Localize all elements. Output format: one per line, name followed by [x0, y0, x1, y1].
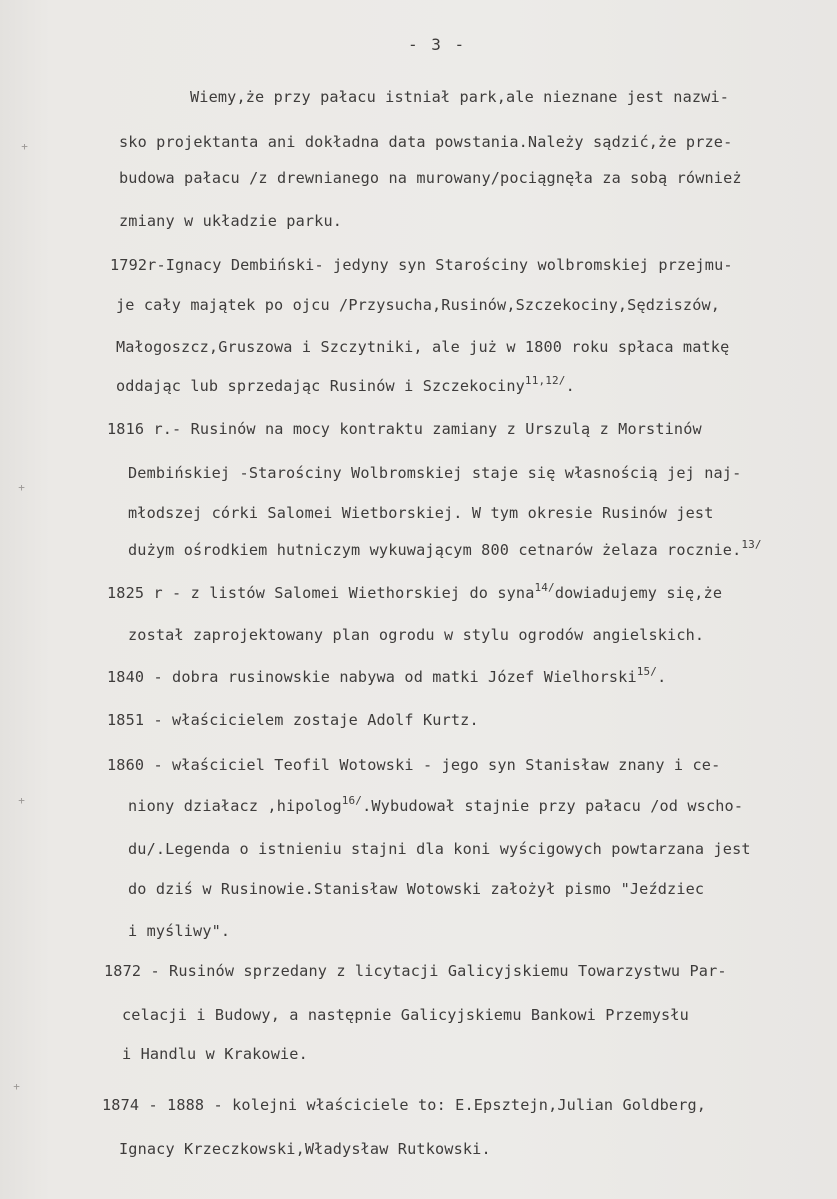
text-line-main: niony działacz ,hipolog: [128, 797, 342, 815]
text-line: młodszej córki Salomei Wietborskiej. W tym okresie Rusinów jest: [128, 504, 714, 522]
text-line: 1860 - właściciel Teofil Wotowski - jego syn Stanisław znany i ce-: [107, 756, 721, 774]
footnote-ref: 15/: [636, 665, 658, 678]
text-line: [107, 581, 723, 602]
text-line: [107, 665, 667, 686]
text-line: sko projektanta ani dokładna data powstania.Należy sądzić,że prze-: [119, 133, 733, 151]
text-line: [128, 794, 744, 815]
text-line: je cały majątek po ojcu /Przysucha,Rusinów,Szczekociny,Sędziszów,: [116, 296, 721, 314]
text-line: celacji i Budowy, a następnie Galicyjskiemu Bankowi Przemysłu: [122, 1006, 689, 1024]
text-line: 1792r-Ignacy Dembiński- jedyny syn Starościny wolbromskiej przejmu-: [110, 256, 733, 274]
text-line: 1816 r.- Rusinów na mocy kontraktu zamiany z Urszulą z Morstinów: [107, 420, 702, 438]
page-number: - 3 -: [408, 35, 467, 54]
text-line-main: oddając lub sprzedając Rusinów i Szczekociny: [116, 377, 525, 395]
footnote-ref: 14/: [534, 581, 555, 594]
text-line: [128, 538, 762, 559]
punch-hole-mark: +: [13, 1080, 20, 1093]
text-line: i myśliwy".: [128, 922, 231, 940]
text-line: został zaprojektowany plan ogrodu w stylu ogrodów angielskich.: [128, 626, 705, 644]
text-line-cont: dowiadujemy się,że: [554, 584, 723, 602]
text-line: budowa pałacu /z drewnianego na murowany/pociągnęła za sobą również: [119, 169, 742, 187]
footnote-tail: .: [565, 377, 575, 395]
footnote-tail: .: [657, 668, 667, 686]
text-line: do dziś w Rusinowie.Stanisław Wotowski założył pismo "Jeździec: [128, 880, 705, 898]
text-line-main: 1840 - dobra rusinowskie nabywa od matki Józef Wielhorski: [107, 668, 637, 686]
footnote-ref: 11,12/: [524, 374, 566, 387]
text-line: du/.Legenda o istnieniu stajni dla koni wyścigowych powtarzana jest: [128, 840, 751, 858]
text-line: 1851 - właścicielem zostaje Adolf Kurtz.: [107, 711, 479, 729]
text-line: Wiemy,że przy pałacu istniał park,ale nieznane jest nazwi-: [190, 88, 730, 106]
punch-hole-mark: +: [18, 794, 25, 807]
text-line: Ignacy Krzeczkowski,Władysław Rutkowski.: [119, 1140, 491, 1158]
text-line-main: dużym ośrodkiem hutniczym wykuwającym 800 cetnarów żelaza rocznie.: [128, 541, 742, 559]
footnote-ref: 16/: [341, 794, 363, 807]
text-line: i Handlu w Krakowie.: [122, 1045, 308, 1063]
footnote-ref: 13/: [741, 538, 762, 551]
punch-hole-mark: +: [18, 481, 25, 494]
text-line-main: 1825 r - z listów Salomei Wiethorskiej do syna: [107, 584, 535, 602]
text-line: zmiany w układzie parku.: [119, 212, 343, 230]
text-line-cont: .Wybudował stajnie przy pałacu /od wscho-: [362, 797, 744, 815]
punch-hole-mark: +: [21, 140, 28, 153]
text-line: 1874 - 1888 - kolejni właściciele to: E.Epsztejn,Julian Goldberg,: [102, 1096, 707, 1114]
text-line: [116, 374, 575, 395]
text-line: Dembińskiej -Starościny Wolbromskiej staje się własnością jej naj-: [128, 464, 742, 482]
text-line: 1872 - Rusinów sprzedany z licytacji Galicyjskiemu Towarzystwu Par-: [104, 962, 727, 980]
text-line: Małogoszcz,Gruszowa i Szczytniki, ale już w 1800 roku spłaca matkę: [116, 338, 730, 356]
